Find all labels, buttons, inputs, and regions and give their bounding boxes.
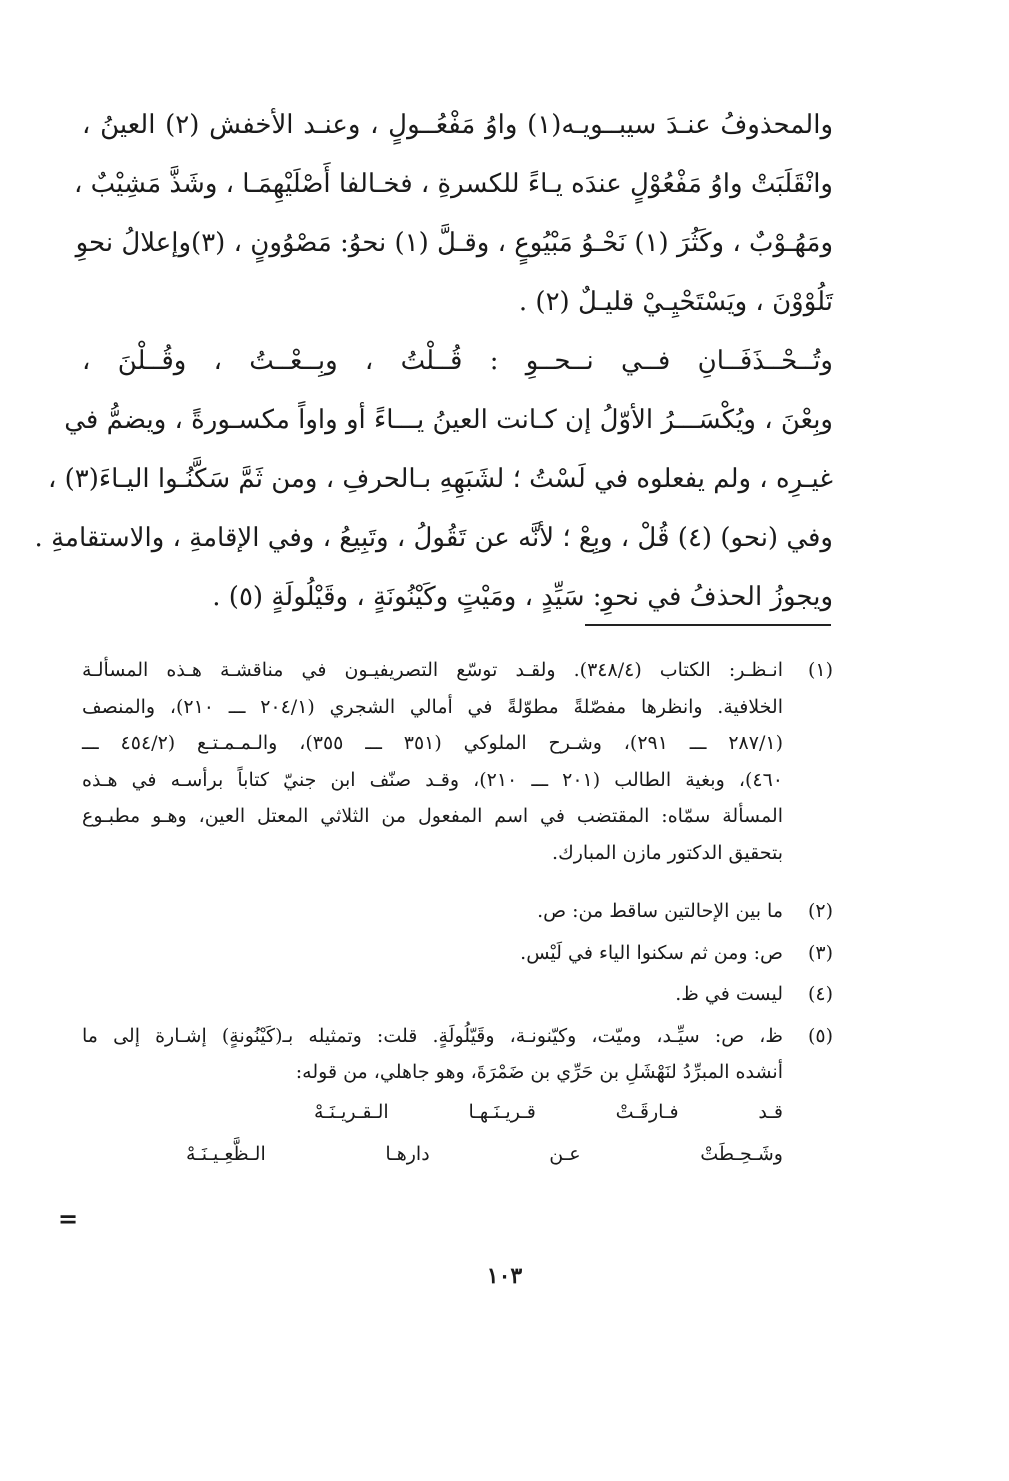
verse-word: قـريـنَـهـا xyxy=(468,1100,536,1123)
footnote-spacer xyxy=(82,871,833,893)
poetry-verse xyxy=(82,1133,783,1175)
footnote-line: المسألة سمّاه: المقتضب في اسم المفعول من الثلاثي المعتل العين، وهـو مطبـوع xyxy=(82,805,783,827)
poetry-verse xyxy=(82,1091,783,1133)
footnote-4 xyxy=(82,976,833,1013)
footnote-line: بتحقيق الدكتور مازن المبارك. xyxy=(552,841,783,864)
main-text-line: والمحذوفُ عنـدَ سيبــويـه(١) واوُ مَفْعُــولٍ ، وعنـد الأخفش (٢) العينُ ، xyxy=(82,110,833,140)
footnote-line: ص: ومن ثم سكنوا الياء في لَيْس. xyxy=(520,941,783,964)
verse-word: وشَـحِـطَتْ xyxy=(700,1142,783,1165)
main-text-line: ويجوزُ الحذفُ في نحوِ: سَيِّدٍ ، ومَيْتٍ وكَيْنُونَةٍ ، وقَيْلُولَةٍ (٥) . xyxy=(212,582,833,612)
verse-word: عـن xyxy=(549,1142,581,1165)
footnote-line: ٤٦٠)، وبغية الطالب (٢٠١ ـــ ٢١٠)، وقـد صنّف ابن جنيّ كتاباً برأسـه في هـذه xyxy=(82,768,784,791)
main-text-line: تَلُوْوْنَ ، ويَسْتَحْيِـيْ قليـلٌ (٢) . xyxy=(518,287,833,317)
footnote-line: أنشده المبرِّدُ لنَهْشَلِ بن حَرِّي بن ضَمْرَةَ، وهو جاهلي، من قوله: xyxy=(295,1061,783,1083)
main-text xyxy=(34,96,833,627)
verse-word: الـظَّعِـيـنَـهْ xyxy=(186,1142,266,1165)
main-text-line: وتُــحْــذَفَــانِ فــي نــحــوِ : قُــلْتُ ، وبِــعْــتُ ، وقُــلْنَ ، xyxy=(82,346,833,376)
main-text-line: وانْقَلَبَتْ واوُ مَفْعُوْلٍ عندَه يـاءً للكسرةِ ، فخـالفا أَصْلَيْهِمَـا ، وشَذَّ مَشِيْبٌ ، xyxy=(73,169,833,199)
verse-word: فـارقَـتْ xyxy=(615,1100,679,1123)
main-text-line: غيـرِه ، ولم يفعلوه في لَسْتُ ؛ لشَبَهِهِ بـالحرفِ ، ومن ثَمَّ سَكَّنُـوا اليـاءَ(٣) ، xyxy=(47,464,833,494)
page-number: ١٠٣ xyxy=(486,1263,523,1289)
footnote-line: ظ، ص: سيِّـد، وميّت، وكيّنونـة، وقَيّلُولَةٍ. قلت: وتمثيله بـ(كَيْنُونةٍ) إشـارة إلى ما xyxy=(82,1024,783,1047)
footnotes xyxy=(82,652,833,1175)
footnote-number: (١) xyxy=(807,659,833,681)
main-text-line: وفي (نحو) (٤) قُلْ ، وبِعْ ؛ لأنَّه عن تَقُولُ ، وتَبِيعُ ، وفي الإقامةِ ، والاستقامةِ . xyxy=(34,523,833,553)
footnote-line: ليست في ظ. xyxy=(675,983,783,1005)
footnote-divider xyxy=(585,624,831,626)
main-text-line: ومَهُـوْبٌ ، وكَثُرَ (١) نَحْـوُ مَبْيُوعٍ ، وقـلَّ (١) نحوُ: مَصْوُونٍ ، (٣)وإعلالُ نحوِ xyxy=(75,228,833,258)
verse-word: الـقـريـنَـهْ xyxy=(314,1100,389,1123)
footnote-line: ما بين الإحالتين ساقط من: ص. xyxy=(537,900,783,922)
verse-word: دارهـا xyxy=(385,1142,430,1165)
footnote-number: (٢) xyxy=(807,900,833,922)
footnote-1 xyxy=(82,652,833,871)
footnote-line: الخلافية. وانظرها مفصّلةً مطوّلةً في أمالي الشجري (٢٠٤/١ ـــ ٢١٠)، والمنصف xyxy=(82,695,783,718)
footnote-line: انـظـر: الكتاب (٣٤٨/٤). ولقـد توسّع التصريفيـون في مناقشـة هـذه المسألـة xyxy=(82,659,783,681)
continuation-mark: = xyxy=(58,1205,79,1233)
main-text-line: وبِعْنَ ، ويُكْسَـــرُ الأوّلُ إن كـانت العينُ يـــاءً أو واواً مكسـورةً ، ويضمُّ في xyxy=(64,405,833,435)
footnote-2 xyxy=(82,893,833,930)
footnote-3 xyxy=(82,935,833,972)
verse-word: قـد xyxy=(758,1100,783,1123)
footnote-5 xyxy=(82,1018,833,1175)
footnote-number: (٤) xyxy=(807,983,833,1005)
footnote-number: (٣) xyxy=(807,941,833,964)
footnote-number: (٥) xyxy=(807,1024,833,1047)
footnote-line: (٢٨٧/١ ـــ ٢٩١)، وشـرح الملوكي (٣٥١ ـــ ٣٥٥)، والـمـمـتـع (٤٥٤/٢ ـــ xyxy=(82,732,783,754)
